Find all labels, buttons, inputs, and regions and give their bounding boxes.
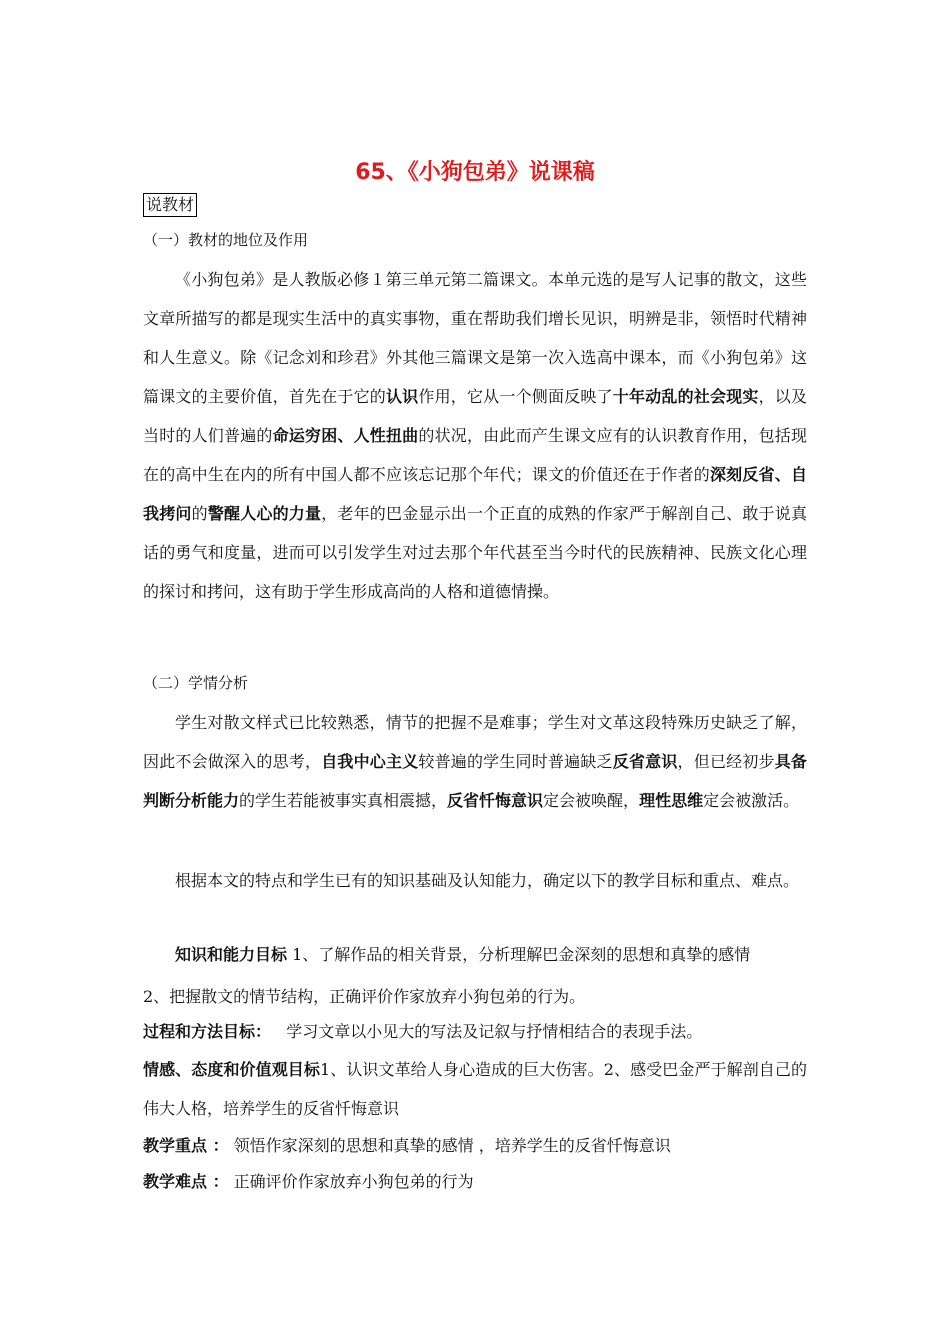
p1-text-5: 的 bbox=[191, 504, 208, 523]
subheading-1: （一）教材的地位及作用 bbox=[143, 231, 309, 249]
goal-process-label: 过程和方法目标： bbox=[143, 1022, 272, 1041]
p2-bold-5: 理性思维 bbox=[639, 791, 704, 810]
goal-emotion bbox=[143, 1050, 807, 1128]
p1-text-4: 的状况，由此而产生课文应有的认识教育作用，包括现在的高中生在内的所有中国人都不应该忘记那个年代；课文的价值还在于作者的 bbox=[143, 426, 807, 484]
p1-bold-1: 认识 bbox=[385, 387, 419, 406]
goal-emotion-text: 1、认识文革给人身心造成的巨大伤害。2、感受巴金严于解剖自己的伟大人格，培养学生的反省忏悔意识 bbox=[143, 1060, 807, 1118]
p2-text-5: 定会被唤醒， bbox=[543, 791, 640, 810]
goal-emotion-label: 情感、态度和价值观目标 bbox=[143, 1060, 320, 1079]
p2-text-1: 学生对散文样式已比较熟悉，情节的把握不是难事；学生对文革这段特殊历史缺乏了解，因此不会做深入的思考， bbox=[143, 713, 807, 771]
p2-bold-1: 自我中心主义 bbox=[321, 752, 419, 771]
p2-text-4: 的学生若能被事实真相震撼， bbox=[239, 791, 448, 810]
goal-knowledge bbox=[143, 942, 807, 968]
subheading-2: （二）学情分析 bbox=[143, 674, 249, 692]
goal-knowledge-text: 1、了解作品的相关背景，分析理解巴金深刻的思想和真挚的感情 bbox=[287, 945, 751, 964]
goal-knowledge-2: 2、把握散文的情节结构，正确评价作家放弃小狗包弟的行为。 bbox=[143, 987, 586, 1006]
teaching-key-text: 领悟作家深刻的思想和真挚的感情 ，培养学生的反省忏悔意识 bbox=[228, 1136, 671, 1155]
goal-knowledge-label: 知识和能力目标 bbox=[175, 945, 288, 964]
document-title: 65、《小狗包弟》说课稿 bbox=[355, 160, 595, 185]
goal-process-text: 学习文章以小见大的写法及记叙与抒情相结合的表现手法。 bbox=[271, 1022, 703, 1041]
teaching-key-label: 教学重点 ： bbox=[143, 1136, 229, 1155]
p1-text-3: ，以及当时的人们普遍的 bbox=[143, 387, 807, 445]
p2-bold-3: 具备判断分析能力 bbox=[143, 752, 807, 810]
p1-text-6: ，老年的巴金显示出一个正直的成熟的作家严于解剖自己、敢于说真话的勇气和度量，进而可以引发学生对过去那个年代甚至当今时代的民族精神、民族文化心理的探讨和拷问，这有助于学生形成高尚的人格和道德情操。 bbox=[143, 504, 807, 601]
p1-bold-5: 警醒人心的力量 bbox=[207, 504, 322, 523]
paragraph-3: 根据本文的特点和学生已有的知识基础及认知能力，确定以下的教学目标和重点、难点。 bbox=[175, 871, 800, 890]
paragraph-2 bbox=[143, 703, 807, 820]
p1-text-2: 作用，它从一个侧面反映了 bbox=[418, 387, 613, 406]
p1-bold-3: 命运穷困、人性扭曲 bbox=[272, 426, 419, 445]
goal-process bbox=[143, 1019, 807, 1045]
p1-bold-4: 深刻反省、自我拷问 bbox=[143, 465, 807, 523]
p2-text-2: 较普遍的学生同时普遍缺乏 bbox=[418, 752, 613, 771]
p2-bold-2: 反省意识 bbox=[612, 752, 678, 771]
section-heading: 说教材 bbox=[143, 193, 197, 217]
paragraph-1 bbox=[143, 260, 807, 611]
p2-text-6: 定会被激活。 bbox=[703, 791, 800, 810]
p1-text-1: 《小狗包弟》是人教版必修１第三单元第二篇课文。本单元选的是写人记事的散文，这些文章所描写的都是现实生活中的真实事物，重在帮助我们增长见识，明辨是非，领悟时代精神和人生意义。除《记念刘和珍君》外其他三篇课文是第一次入选高中课本，而《小狗包弟》这篇课文的主要价值，首先在于它的 bbox=[143, 270, 807, 406]
p2-bold-4: 反省忏悔意识 bbox=[447, 791, 544, 810]
teaching-difficulty-label: 教学难点 ： bbox=[143, 1172, 229, 1191]
teaching-difficulty bbox=[143, 1169, 807, 1195]
p1-bold-2: 十年动乱的社会现实 bbox=[612, 387, 759, 406]
teaching-key bbox=[143, 1133, 807, 1159]
teaching-difficulty-text: 正确评价作家放弃小狗包弟的行为 bbox=[228, 1172, 474, 1191]
p2-text-3: ，但已经初步 bbox=[677, 752, 775, 771]
